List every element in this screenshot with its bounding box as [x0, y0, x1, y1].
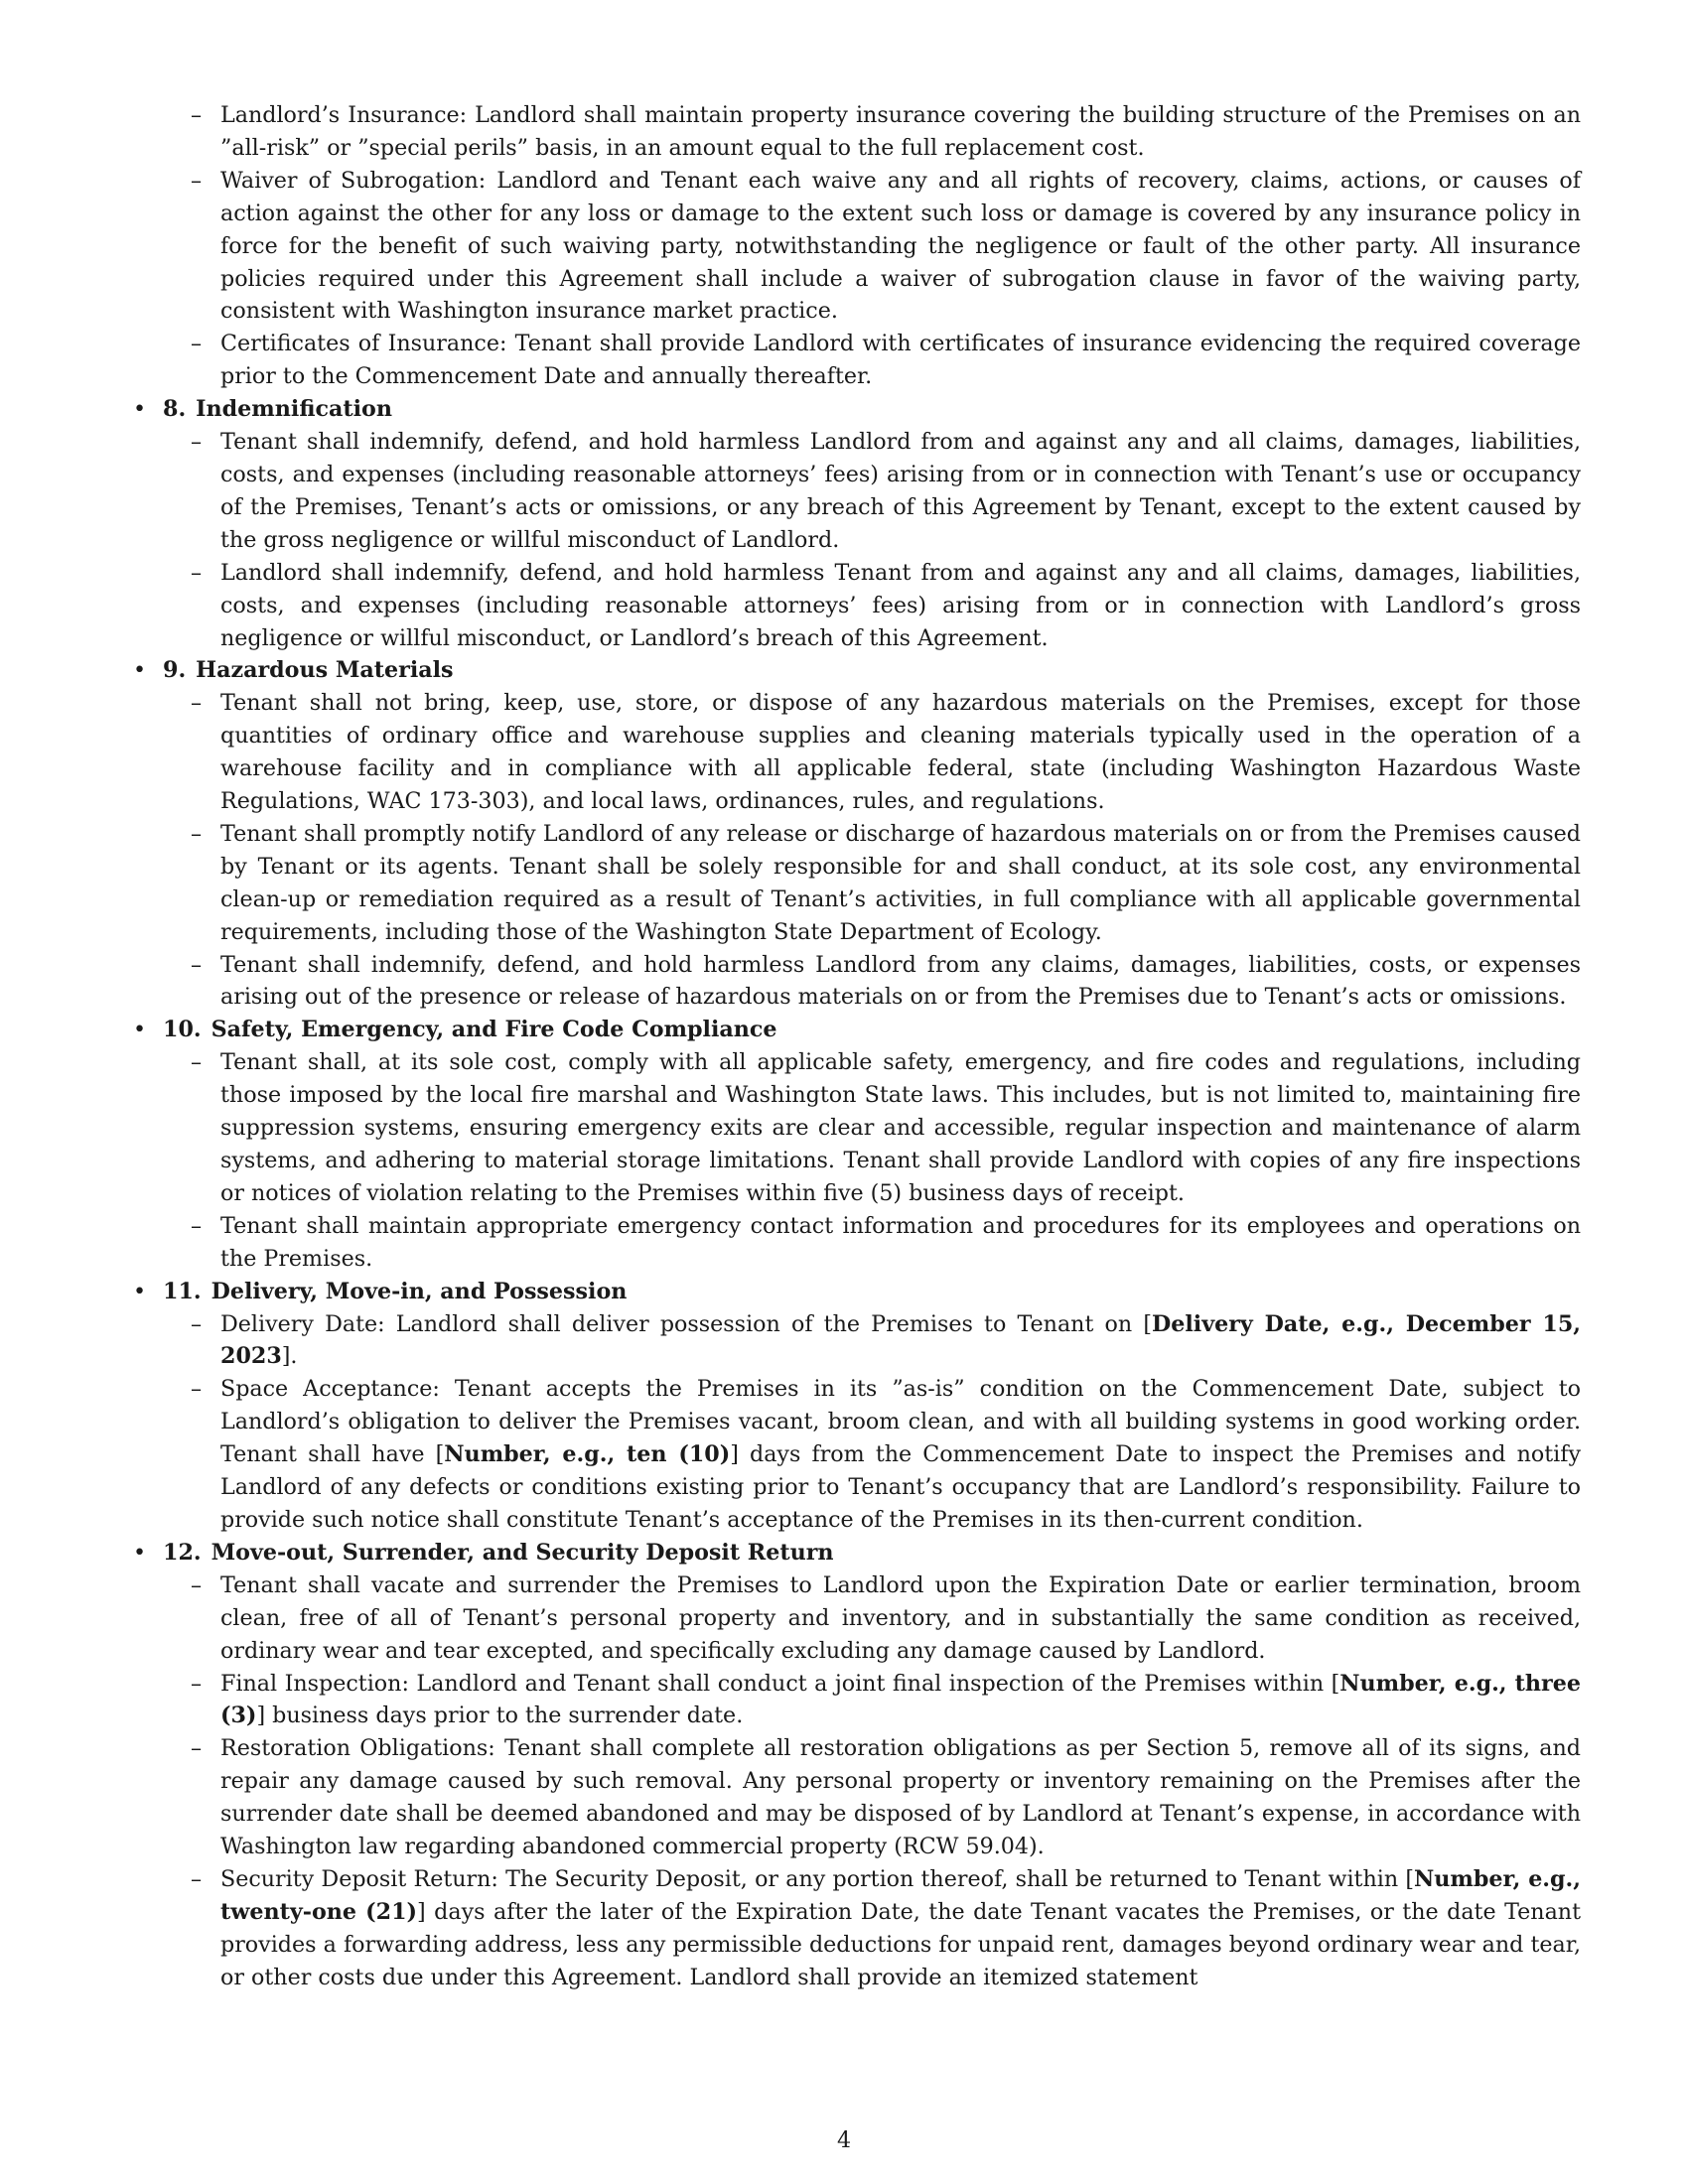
- list-item: – Security Deposit Return: The Security Deposit, or any portion thereof, shall be returned to Tenant within [Number, e.g., twenty-one (21)] days after the later of the Expiration Date, the date Tenant vacates the Premises, or the date Tenant provides a forwarding address, less any permissible deductions for unpaid rent, damages beyond ordinary wear and tear, or other costs due under this Agreement. Landlord shall provide an itemized statement: [220, 1863, 1581, 1994]
- section-indemnification: [131, 393, 1581, 654]
- list-item: – Final Inspection: Landlord and Tenant shall conduct a joint final inspection of the Premises within [Number, e.g., three (3)] business days prior to the surrender date.: [220, 1668, 1581, 1733]
- section-heading: • 10. Safety, Emergency, and Fire Code Compliance: [163, 1017, 777, 1043]
- section-heading: • 12. Move-out, Surrender, and Security Deposit Return: [163, 1539, 834, 1566]
- list-item: – Certificates of Insurance: Tenant shall provide Landlord with certificates of insurance evidencing the required coverage prior to the Commencement Date and annually thereafter.: [220, 328, 1581, 393]
- list-item: – Tenant shall maintain appropriate emergency contact information and procedures for its employees and operations on the Premises.: [220, 1210, 1581, 1276]
- section-delivery-possession: [131, 1276, 1581, 1537]
- list-item: – Waiver of Subrogation: Landlord and Tenant each waive any and all rights of recovery, claims, actions, or causes of action against the other for any loss or damage to the extent such loss or damage is covered by any insurance policy in force for the benefit of such waiving party, notwithstanding the negligence or fault of the other party. All insurance policies required under this Agreement shall include a waiver of subrogation clause in favor of the waiving party, consistent with Washington insurance market practice.: [220, 165, 1581, 329]
- continued-insurance-items: [131, 99, 1581, 393]
- list-item: – Landlord’s Insurance: Landlord shall maintain property insurance covering the building structure of the Premises on an ”all-risk” or ”special perils” basis, in an amount equal to the full replacement cost.: [220, 99, 1581, 165]
- list-item: – Tenant shall vacate and surrender the Premises to Landlord upon the Expiration Date or earlier termination, broom clean, free of all of Tenant’s personal property and inventory, and in substantially the same condition as received, ordinary wear and tear excepted, and specifically excluding any damage caused by Landlord.: [220, 1570, 1581, 1668]
- list-item: – Landlord shall indemnify, defend, and hold harmless Tenant from and against any and all claims, damages, liabilities, costs, and expenses (including reasonable attorneys’ fees) arising from or in connection with Landlord’s gross negligence or willful misconduct, or Landlord’s breach of this Agreement.: [220, 557, 1581, 655]
- section-heading: • 11. Delivery, Move-in, and Possession: [163, 1278, 628, 1304]
- section-heading: • 8. Indemnification: [163, 396, 392, 423]
- list-item: – Tenant shall, at its sole cost, comply with all applicable safety, emergency, and fire codes and regulations, including those imposed by the local fire marshal and Washington State laws. This includes, but is not limited to, maintaining fire suppression systems, ensuring emergency exits are clear and accessible, regular inspection and maintenance of alarm systems, and adhering to material storage limitations. Tenant shall provide Landlord with copies of any fire inspections or notices of violation relating to the Premises within five (5) business days of receipt.: [220, 1046, 1581, 1210]
- list-item: – Tenant shall indemnify, defend, and hold harmless Landlord from and against any and all claims, damages, liabilities, costs, and expenses (including reasonable attorneys’ fees) arising from or in connection with Tenant’s use or occupancy of the Premises, Tenant’s acts or omissions, or any breach of this Agreement by Tenant, except to the extent caused by the gross negligence or willful misconduct of Landlord.: [220, 426, 1581, 557]
- section-list: [131, 393, 1581, 1993]
- section-heading: • 9. Hazardous Materials: [163, 657, 454, 684]
- document-page: [131, 99, 1581, 1994]
- list-item: – Delivery Date: Landlord shall deliver possession of the Premises to Tenant on [Delivery Date, e.g., December 15, 2023].: [220, 1308, 1581, 1374]
- page-number: 4: [836, 2127, 852, 2153]
- section-safety-fire-code: [131, 1014, 1581, 1275]
- section-hazardous-materials: [131, 654, 1581, 1014]
- list-item: – Space Acceptance: Tenant accepts the Premises in its ”as-is” condition on the Commencement Date, subject to Landlord’s obligation to deliver the Premises vacant, broom clean, and with all building systems in good working order. Tenant shall have [Number, e.g., ten (10)] days from the Commencement Date to inspect the Premises and notify Landlord of any defects or conditions existing prior to Tenant’s occupancy that are Landlord’s responsibility. Failure to provide such notice shall constitute Tenant’s acceptance of the Premises in its then-current condition.: [220, 1373, 1581, 1537]
- section-move-out-surrender: [131, 1537, 1581, 1994]
- list-item: – Tenant shall indemnify, defend, and hold harmless Landlord from any claims, damages, liabilities, costs, or expenses arising out of the presence or release of hazardous materials on or from the Premises due to Tenant’s acts or omissions.: [220, 949, 1581, 1015]
- list-item: – Tenant shall promptly notify Landlord of any release or discharge of hazardous materials on or from the Premises caused by Tenant or its agents. Tenant shall be solely responsible for and shall conduct, at its sole cost, any environmental clean-up or remediation required as a result of Tenant’s activities, in full compliance with all applicable governmental requirements, including those of the Washington State Department of Ecology.: [220, 818, 1581, 949]
- list-item: – Restoration Obligations: Tenant shall complete all restoration obligations as per Section 5, remove all of its signs, and repair any damage caused by such removal. Any personal property or inventory remaining on the Premises after the surrender date shall be deemed abandoned and may be disposed of by Landlord at Tenant’s expense, in accordance with Washington law regarding abandoned commercial property (RCW 59.04).: [220, 1732, 1581, 1863]
- list-item: – Tenant shall not bring, keep, use, store, or dispose of any hazardous materials on the Premises, except for those quantities of ordinary office and warehouse supplies and cleaning materials typically used in the operation of a warehouse facility and in compliance with all applicable federal, state (including Washington Hazardous Waste Regulations, WAC 173-303), and local laws, ordinances, rules, and regulations.: [220, 687, 1581, 818]
